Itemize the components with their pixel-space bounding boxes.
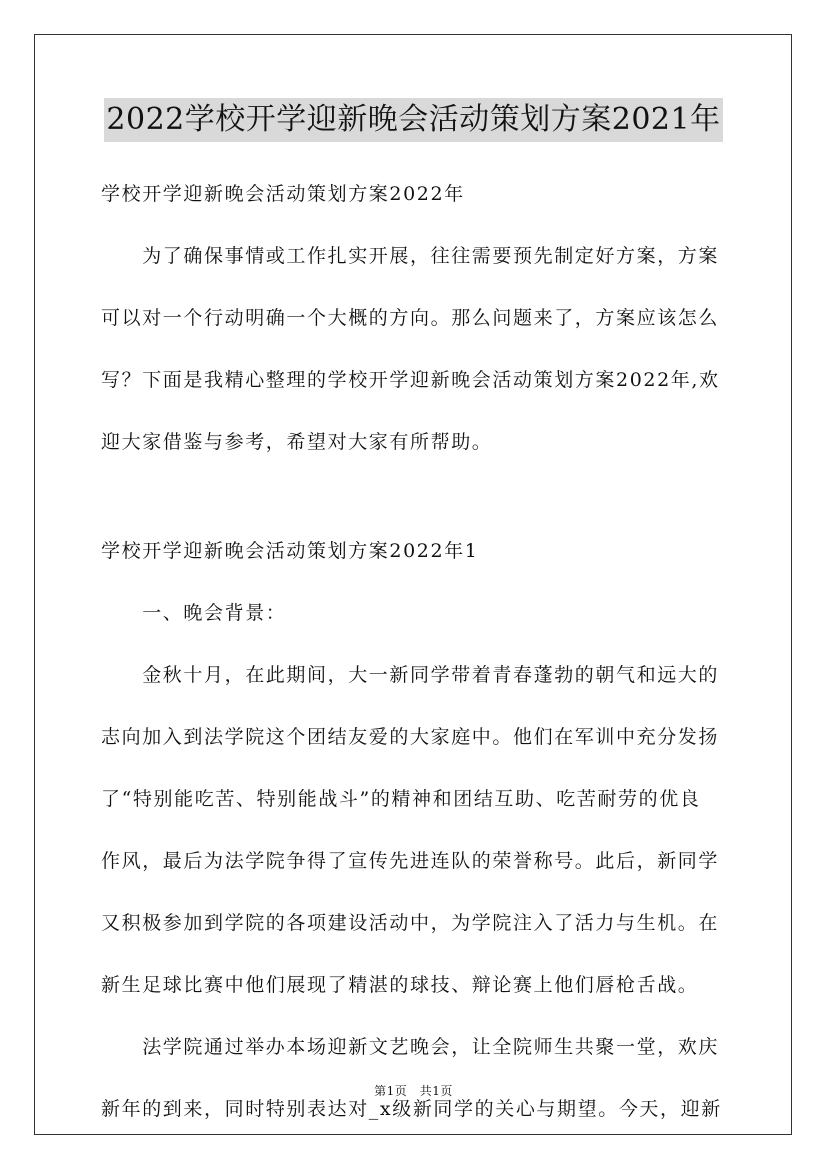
paragraph-line: 写？下面是我精心整理的学校开学迎新晚会活动策划方案2022年,欢 [101,369,720,391]
paragraph-line: 又积极参加到学院的各项建设活动中，为学院注入了活力与生机。在 [101,912,720,934]
page-footer: 第1页 共1页 [374,1084,453,1098]
paragraph-line: 金秋十月，在此期间，大一新同学带着青春蓬勃的朝气和远大的 [101,664,720,686]
party-paragraph [101,1028,729,1128]
paragraph-line: 可以对一个行动明确一个大概的方向。那么问题来了，方案应该怎么 [101,307,720,329]
document-body [101,175,729,1128]
paragraph-line: 法学院通过举办本场迎新文艺晚会，让全院师生共聚一堂，欢庆 [101,1036,720,1058]
section-heading: 一、晚会背景： [101,602,287,624]
section-title: 学校开学迎新晚会活动策划方案2022年1 [101,540,479,562]
document-title: 2022学校开学迎新晚会活动策划方案2021年 [104,98,722,142]
background-paragraph [101,656,729,1004]
subtitle: 学校开学迎新晚会活动策划方案2022年 [101,183,465,205]
title-wrap [0,98,827,142]
paragraph-line: 新年的到来，同时特别表达对_x级新同学的关心与期望。今天，迎新 [101,1098,722,1120]
paragraph-line: 了“特别能吃苦、特别能战斗”的精神和团结互助、吃苦耐劳的优良 [101,788,701,810]
paragraph-line: 迎大家借鉴与参考，希望对大家有所帮助。 [101,431,493,453]
paragraph-line: 志向加入到法学院这个团结友爱的大家庭中。他们在军训中充分发扬 [101,726,720,748]
paragraph-line: 新生足球比赛中他们展现了精湛的球技、辩论赛上他们唇枪舌战。 [101,974,699,996]
paragraph-line: 作风，最后为法学院争得了宣传先进连队的荣誉称号。此后，新同学 [101,850,720,872]
paragraph-line: 为了确保事情或工作扎实开展，往往需要预先制定好方案，方案 [101,245,720,267]
intro-paragraph [101,237,729,461]
